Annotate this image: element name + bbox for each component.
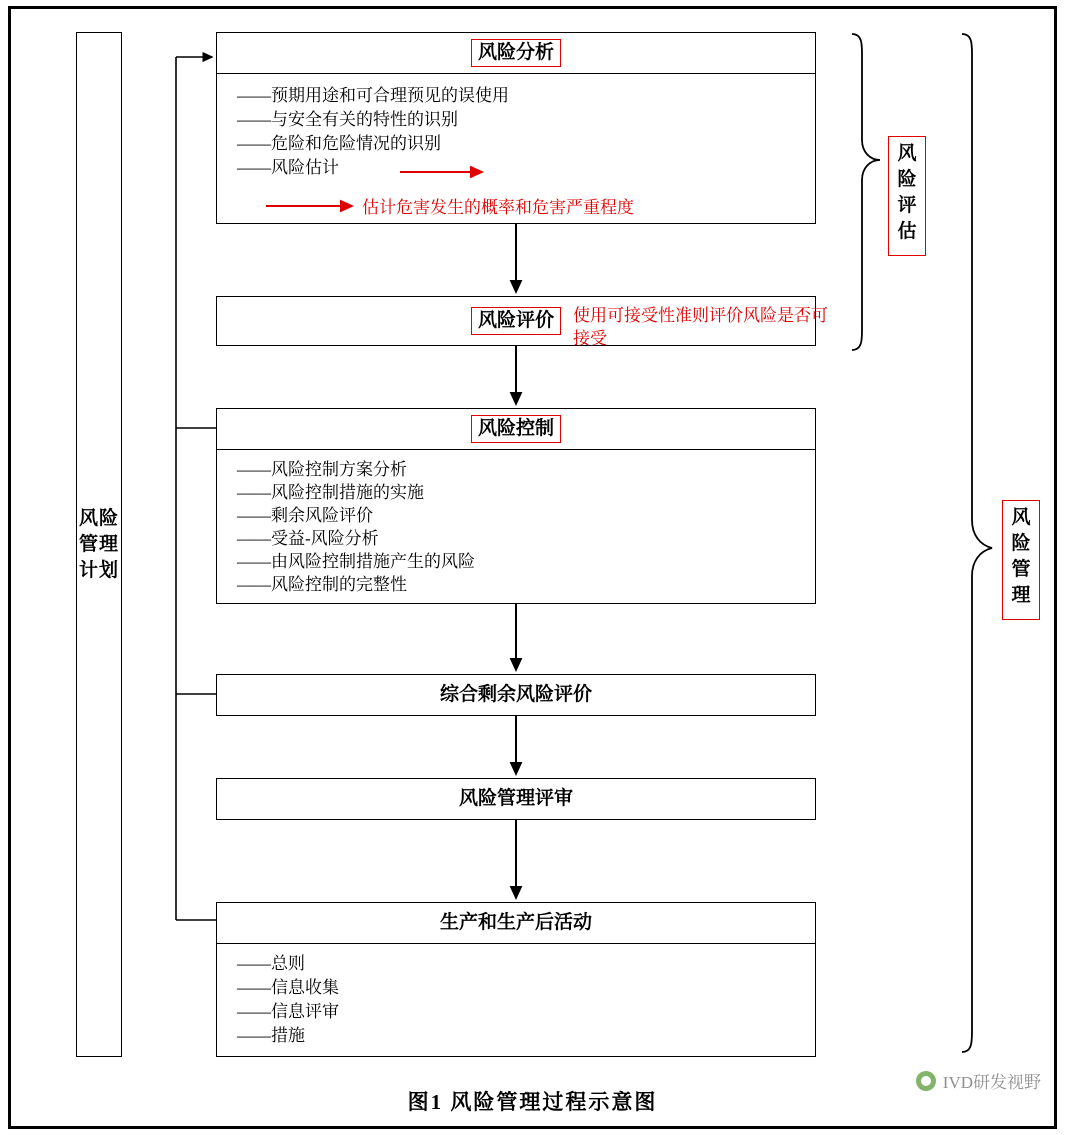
watermark-text: IVD研发视野 — [942, 1073, 1041, 1092]
watermark-logo-icon — [916, 1071, 936, 1091]
list-item: ——总则 — [237, 954, 305, 973]
box-risk-control-title: 风险控制 — [217, 409, 815, 449]
list-item: ——剩余风险评价 — [237, 506, 373, 525]
list-item: ——风险控制的完整性 — [237, 575, 407, 594]
box-risk-management-review-title: 风险管理评审 — [458, 788, 573, 809]
list-item: ——由风险控制措施产生的风险 — [237, 552, 475, 571]
list-item: ——信息收集 — [237, 978, 339, 997]
box-production-post-production — [216, 902, 816, 1057]
box-risk-analysis-items — [217, 74, 815, 190]
list-item: ——措施 — [237, 1026, 305, 1045]
list-item: ——信息评审 — [237, 1002, 339, 1021]
box-risk-analysis-title: 风险分析 — [217, 33, 815, 73]
risk-management-plan-label: 风险管理计划 — [78, 507, 119, 581]
list-item: ——风险控制方案分析 — [237, 460, 407, 479]
label-risk-management: 风险管理 — [1002, 500, 1040, 620]
box-risk-control — [216, 408, 816, 604]
figure-caption: 图1 风险管理过程示意图 — [407, 1090, 658, 1114]
list-item: ——风险估计 — [237, 158, 339, 177]
list-item: ——受益-风险分析 — [237, 529, 379, 548]
box-overall-residual-risk — [216, 674, 816, 716]
watermark — [916, 1068, 1041, 1093]
annotation-risk-evaluation: 使用可接受性准则评价风险是否可接受 — [573, 306, 828, 348]
box-risk-control-items — [217, 450, 815, 606]
list-item: ——预期用途和可合理预见的误使用 — [237, 86, 509, 105]
risk-management-plan-bar — [76, 32, 122, 1057]
annotation-risk-estimation: 估计危害发生的概率和危害严重程度 — [362, 198, 634, 217]
box-production-post-production-title: 生产和生产后活动 — [439, 912, 592, 933]
label-risk-assessment: 风险评估 — [888, 136, 926, 256]
box-production-post-production-items — [217, 944, 815, 1058]
box-risk-management-review — [216, 778, 816, 820]
box-risk-evaluation-title: 风险评价 — [217, 297, 815, 345]
list-item: ——风险控制措施的实施 — [237, 483, 424, 502]
list-item: ——危险和危险情况的识别 — [237, 134, 441, 153]
box-overall-residual-risk-title: 综合剩余风险评价 — [439, 684, 592, 705]
list-item: ——与安全有关的特性的识别 — [237, 110, 458, 129]
